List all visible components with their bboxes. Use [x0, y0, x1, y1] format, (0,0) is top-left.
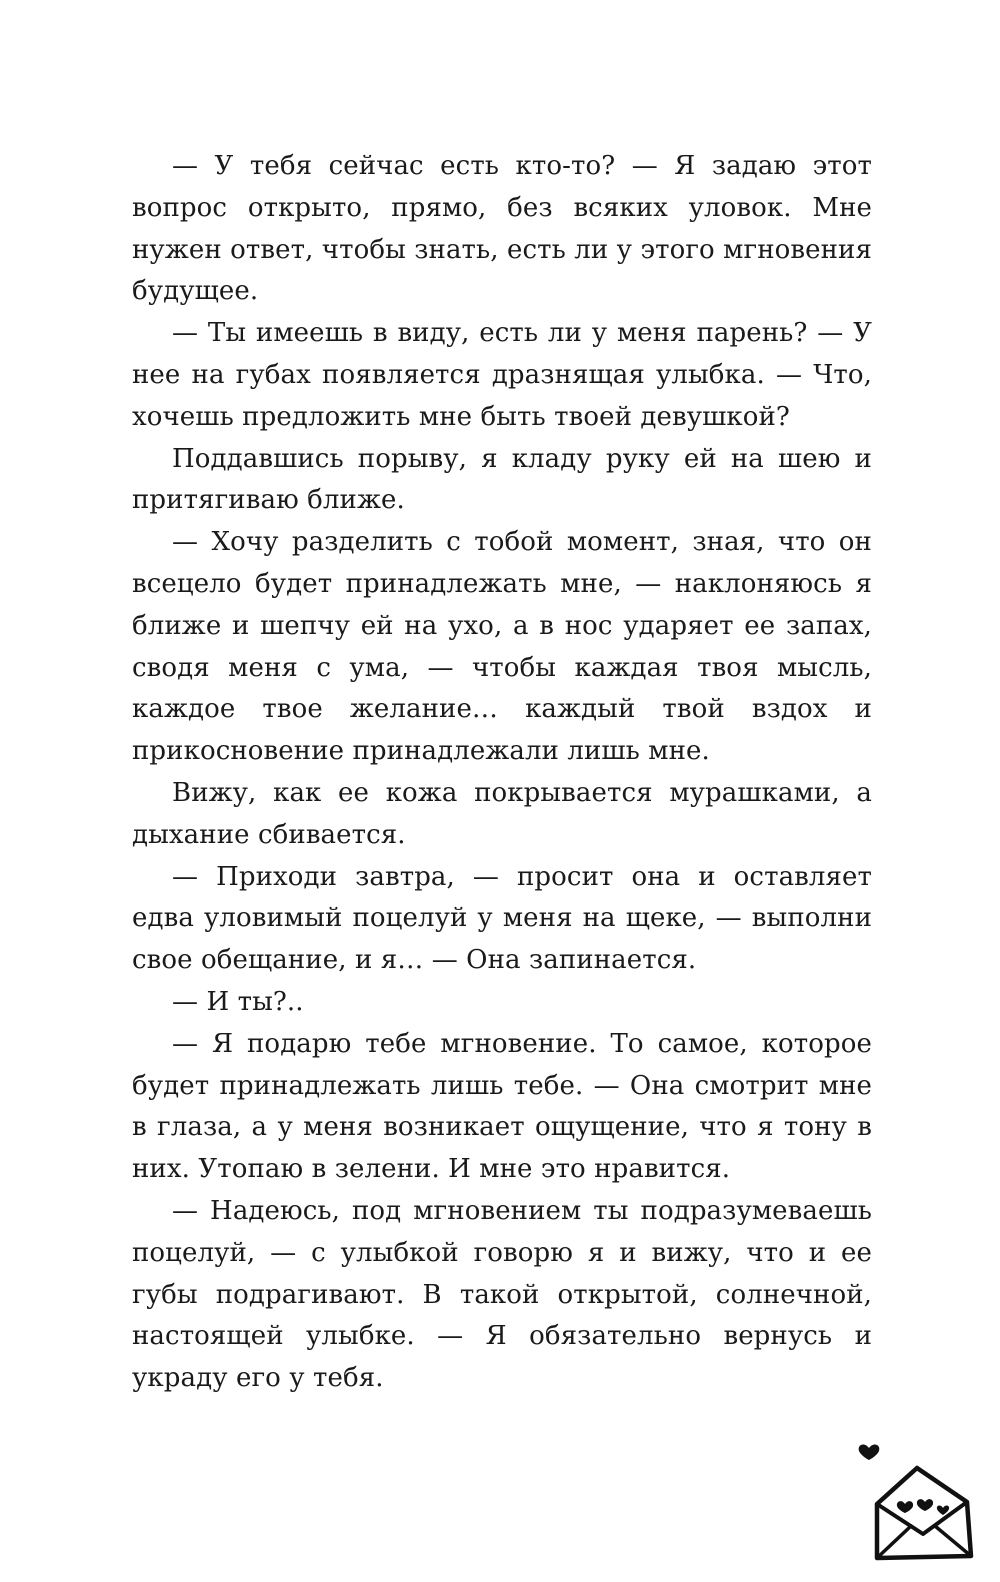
small-heart-icon	[859, 1444, 880, 1460]
envelope-svg	[855, 1438, 985, 1568]
paragraph-7: — И ты?..	[172, 986, 304, 1017]
heart-inner-1-icon	[897, 1501, 913, 1513]
love-letter-envelope-icon	[855, 1438, 985, 1568]
paragraph-9: — Надеюсь, под мгновением ты подразумеваешь поцелуй, — с улыбкой говорю я и вижу, что и ее губы подрагивают. В такой открытой, солнечной, настоящей улыбке. — Я обязательно вернусь и украду его у тебя.	[132, 1195, 872, 1394]
paragraph-5: Вижу, как ее кожа покрывается мурашками, а дыхание сбивается.	[132, 777, 872, 850]
envelope-fold-right	[935, 1526, 971, 1556]
paragraph-4: — Хочу разделить с тобой момент, зная, что он всецело будет принадлежать мне, — наклоняюсь я ближе и шепчу ей на ухо, а в нос ударяет ее запах, сводя меня с ума, — чтобы каждая твоя мысль, каждое твое желание… каждый твой вздох и прикосновение принадлежали лишь мне.	[132, 527, 872, 767]
heart-inner-3-icon	[937, 1505, 949, 1515]
paragraph-6: — Приходи завтра, — просит она и оставляет едва уловимый поцелуй у меня на щеке, — выполни свое обещание, и я… — Она запинается.	[132, 861, 872, 976]
envelope-fold-left	[877, 1526, 911, 1558]
paragraph-3: Поддавшись порыву, я кладу руку ей на шею и притягиваю ближе.	[132, 443, 872, 516]
paragraph-8: — Я подарю тебе мгновение. То самое, которое будет принадлежать лишь тебе. — Она смотрит мне в глаза, а у меня возникает ощущение, что я тону в них. Утопаю в зелени. И мне это нравится.	[132, 1028, 872, 1185]
paragraph-1: — У тебя сейчас есть кто-то? — Я задаю этот вопрос открыто, прямо, без всяких уловок. Мне нужен ответ, чтобы знать, есть ли у этого мгновения будущее.	[132, 151, 872, 307]
heart-inner-2-icon	[917, 1499, 933, 1511]
body-text	[132, 146, 872, 1400]
paragraph-2: — Ты имеешь в виду, есть ли у меня парень? — У нее на губах появляется дразнящая улыбка. — Что, хочешь предложить мне быть твоей девушкой?	[132, 318, 872, 432]
